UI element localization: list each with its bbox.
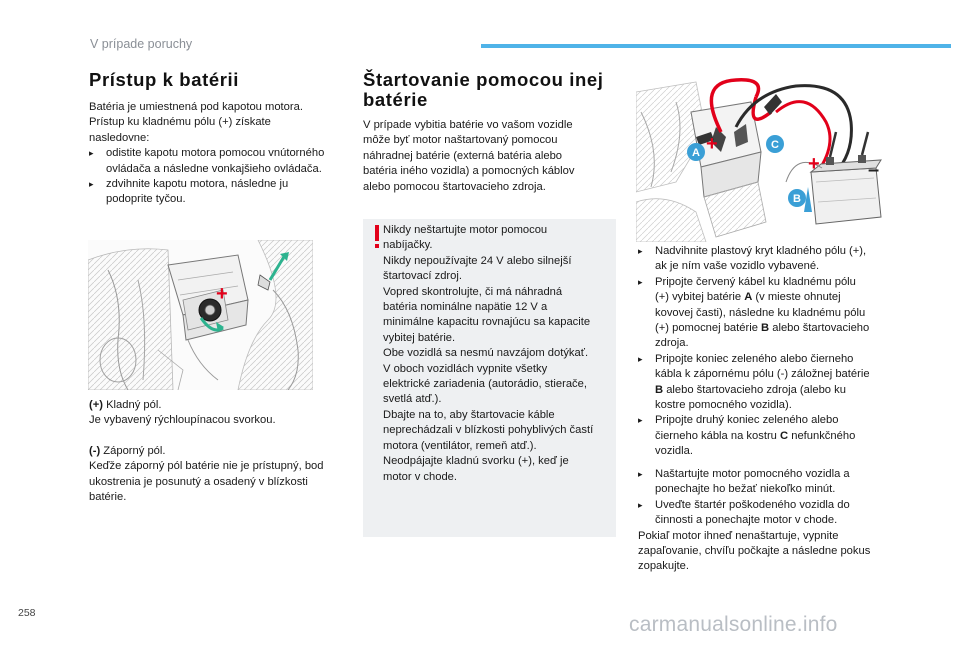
list-item: ▸ Pripojte červený kábel ku kladnému pólu (638, 275, 870, 290)
plus-sign-icon: + (706, 133, 718, 155)
bullet-marker-icon: ▸ (638, 246, 643, 256)
list-item: ▸ odistite kapotu motora pomocou vnútorného (89, 146, 324, 161)
label-a-badge: A (692, 147, 700, 159)
section-header: V prípade poruchy (90, 37, 193, 51)
warning-exclamation-icon (373, 225, 381, 249)
bullet-marker-icon: ▸ (89, 148, 94, 159)
label-b-badge: B (793, 193, 801, 205)
negative-pole-text: (-) Záporný pól. Keďže záporný pól batérie nie je prístupný, bod ukostrenia je posunutý a osadený v blízkosti batérie. (89, 445, 324, 504)
label-c-badge: C (771, 139, 779, 151)
plus-sign-icon: + (808, 153, 820, 175)
bullet-marker-icon: ▸ (638, 276, 643, 287)
jump-start-diagram (636, 72, 891, 242)
bullet-marker-icon: ▸ (89, 179, 94, 190)
list-item: ▸ Pripojte druhý koniec zeleného alebo (638, 413, 870, 428)
list-item: ▸ zdvihnite kapotu motora, následne ju (89, 177, 324, 192)
list-item: ▸ Pripojte koniec zeleného alebo čierneho (638, 352, 870, 367)
middle-title: Štartovanie pomocou inej batérie (363, 69, 604, 110)
warning-text: Nikdy neštartujte motor pomocou nabíjačky. Nikdy nepoužívajte 24 V alebo silnejší štartovací zdroj. Vopred skontrolujte, či má náhradná batéria nominálne napätie 12 V a minimálne kapacitu rovnajúcu sa kapacite vybitej batérie. Obe vozidlá sa nesmú navzájom dotýkať. V oboch vozidlách vypnite všetky elektrické zariadenia (autorádio, stierače, svetlá atď.). Dbajte na to, aby štartovacie káble neprechádzali v blízkosti pohyblivých častí motora (ventilátor, remeň atď.). Neodpájajte kladnú svorku (+), keď je motor v chode. (383, 224, 594, 483)
warning-box (363, 219, 616, 537)
left-title: Prístup k batérii (89, 69, 240, 90)
positive-pole-text: (+) Kladný pól. Je vybavený rýchloupínacou svorkou. (89, 399, 276, 427)
plus-sign-icon: + (216, 283, 228, 305)
minus-sign-icon: – (868, 159, 880, 181)
watermark: carmanualsonline.info (629, 613, 838, 636)
right-steps-2: ▸ Naštartujte motor pomocného vozidla a ponechajte ho bežať niekoľko minút. ▸ Uveďte štartér poškodeného vozidla do činnosti a ponechajte motor v chode. Pokiaľ motor ihneď nenaštartuje, vypnite zapaľovanie, chvíľu počkajte a následne pokus zopakujte. (638, 468, 871, 573)
middle-intro: V prípade vybitia batérie vo vašom vozidle môže byť motor naštartovaný pomocou náhradnej batérie (externá batéria alebo batéria iného vozidla) a pomocných káblov alebo pomocou štartovacieho zdroja. (363, 119, 575, 193)
right-steps: ▸ Nadvihnite plastový kryt kladného pólu (+), ak je ním vaše vozidlo vybavené. ▸ Pripojte červený kábel ku kladnému pólu (+) vybitej batérie A (v mieste ohnutej kovovej časti), následne ku kladnému pólu (+) pomocnej batérie B alebo štartovacieho zdroja. ▸ Pripojte koniec zeleného alebo čierneho kábla k zápornému pólu (-) záložnej batérie B alebo štartovacieho zdroja (alebo ku kostre pomocného vozidla). ▸ Pripojte druhý koniec zeleného alebo čierneho kábla na kostru C nefunkčného vozidla. (638, 245, 870, 458)
page-number: 258 (18, 607, 36, 619)
battery-location-illustration (88, 240, 313, 390)
list-item: ▸ Uveďte štartér poškodeného vozidla do (638, 498, 870, 513)
bullet-marker-icon: ▸ (638, 353, 643, 364)
list-item: ▸ Nadvihnite plastový kryt kladného pólu (+), (638, 244, 870, 259)
left-intro: Batéria je umiestnená pod kapotou motora. Prístup ku kladnému pólu (+) získate nasledovne: ▸ odistite kapotu motora pomocou vnútorného ovládača a následne vonkajšieho ovládača. ▸ zdvihnite kapotu motora, následne ju podoprite tyčou. (89, 101, 325, 206)
bullet-marker-icon: ▸ (638, 499, 643, 510)
bullet-marker-icon: ▸ (638, 469, 643, 479)
list-item: ▸ Naštartujte motor pomocného vozidla a (638, 467, 870, 482)
bullet-marker-icon: ▸ (638, 415, 643, 426)
header-accent-bar (481, 44, 951, 48)
